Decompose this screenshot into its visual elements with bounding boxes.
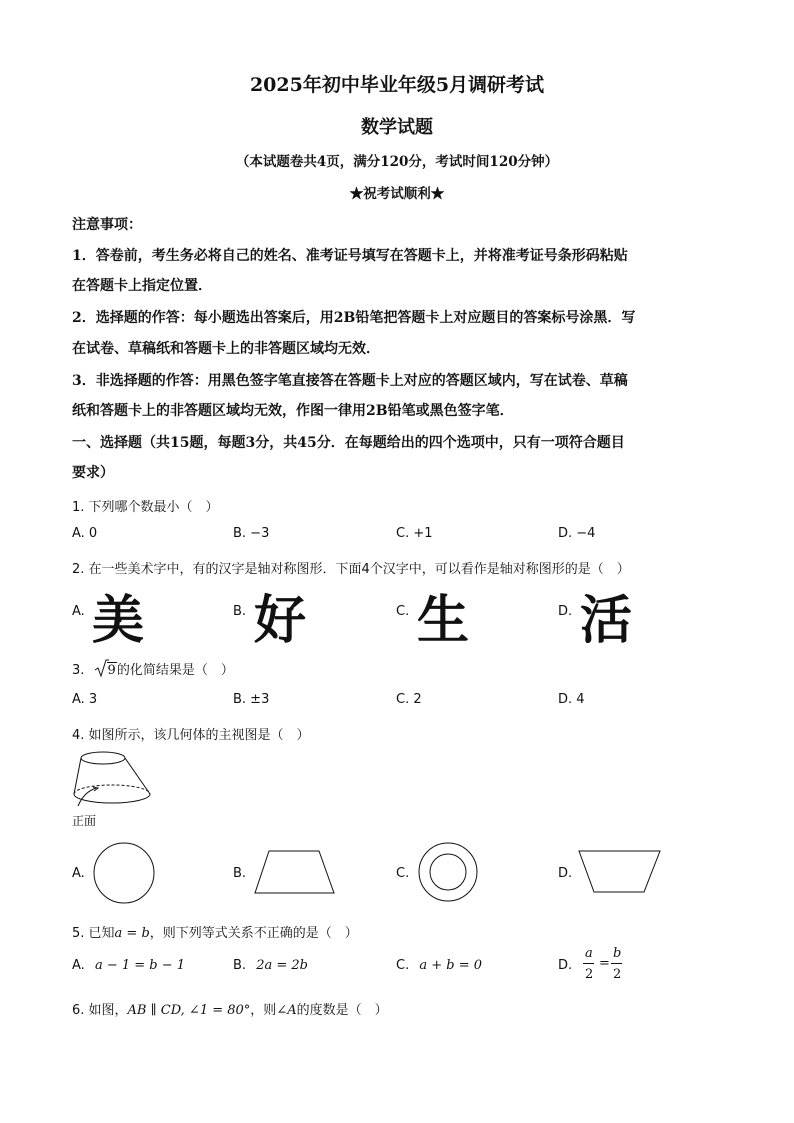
frustum-figure (72, 748, 157, 808)
q5-condition: a = b (114, 926, 150, 941)
q4-option-c-letter: C. (396, 866, 410, 881)
q5-option-c-expr: a + b = 0 (419, 958, 483, 973)
q1-option-b: B. −3 (233, 526, 270, 541)
q3-option-c: C. 2 (396, 692, 422, 707)
exam-info: （本试题卷共4页，满分120分，考试时间120分钟） (235, 154, 559, 170)
q5-stem-pre: 5. 已知 (72, 926, 115, 941)
q5-option-a-expr: a − 1 = b − 1 (94, 958, 186, 973)
q6-angle: ∠A (276, 1003, 297, 1018)
q3-option-d: D. 4 (558, 692, 585, 707)
q5-option-b (233, 958, 308, 973)
notice-line: 2．选择题的作答：每小题选出答案后，用2B铅笔把答题卡上对应题目的答案标号涂黑．写 (72, 310, 636, 326)
q5-stem-post: ，则下列等式关系不正确的是（ ） (149, 926, 358, 941)
question-2-stem: 2. 在一些美术字中，有的汉字是轴对称图形．下面4个汉字中，可以看作是轴对称图形的是（ ） (72, 562, 630, 577)
question-3-stem (72, 656, 234, 678)
q5-option-c-letter: C. (396, 958, 410, 973)
notice-line: 在答题卡上指定位置． (72, 278, 212, 294)
notice-line: 纸和答题卡上的非答题区域均无效，作图一律用2B铅笔或黑色签字笔． (72, 403, 514, 419)
q3-option-b: B. ±3 (233, 692, 270, 707)
q1-option-c: C. +1 (396, 526, 433, 541)
q2-option-a-letter: A. (72, 604, 85, 619)
q5-option-d-letter: D. (558, 958, 573, 973)
notice-heading: 注意事项： (72, 217, 142, 233)
question-4-stem: 4. 如图所示，该几何体的主视图是（ ） (72, 728, 310, 743)
q5-option-a-letter: A. (72, 958, 85, 973)
q3-tail: 的化简结果是（ ） (116, 663, 234, 678)
sqrt-expression (95, 656, 117, 678)
fraction-denominator-2: 2 (585, 967, 594, 982)
question-6-stem (72, 999, 388, 1018)
ring-option-icon (416, 840, 480, 904)
notice-line: 3．非选择题的作答：用黑色签字笔直接答在答题卡上对应的答题区域内，写在试卷、草稿 (72, 373, 628, 389)
q3-option-a: A. 3 (72, 692, 98, 707)
front-view-label: 正面 (72, 814, 97, 828)
fraction-denominator-2: 2 (613, 967, 622, 982)
q1-option-a: A. 0 (72, 526, 98, 541)
q2-option-c-char: 生 (417, 591, 470, 651)
radicand: 9 (107, 663, 116, 678)
q5-option-b-expr: 2a = 2b (256, 958, 308, 973)
q2-option-c-letter: C. (396, 604, 410, 619)
q2-option-a-char: 美 (92, 591, 145, 651)
q2-option-b-letter: B. (233, 604, 247, 619)
good-luck-line: ★祝考试顺利★ (349, 186, 445, 202)
q6-mid: ，则 (250, 1003, 277, 1018)
question-5-stem (72, 922, 358, 941)
q4-option-d-letter: D. (558, 866, 573, 881)
inverted-trapezoid-option-icon (578, 850, 662, 895)
q5-option-b-letter: B. (233, 958, 247, 973)
exam-title: 2025年初中毕业年级5月调研考试 (249, 74, 545, 96)
equals-sign: = (599, 956, 610, 971)
q6-post: 的度数是（ ） (296, 1003, 388, 1018)
q6-pre: 6. 如图， (72, 1003, 128, 1018)
q2-option-d-letter: D. (558, 604, 573, 619)
fraction-numerator-a: a (585, 946, 593, 961)
q4-option-b-letter: B. (233, 866, 247, 881)
section-heading: 一、选择题（共15题，每题3分，共45分．在每题给出的四个选项中，只有一项符合题目 (72, 435, 625, 451)
q6-condition: AB ∥ CD, ∠1 = 80° (127, 1003, 251, 1018)
question-1-stem: 1. 下列哪个数最小（ ） (72, 500, 219, 515)
notice-line: 在试卷、草稿纸和答题卡上的非答题区域均无效． (72, 341, 380, 357)
trapezoid-option-icon (254, 850, 336, 895)
q3-number: 3. (72, 663, 85, 678)
fraction-numerator-b: b (613, 946, 622, 961)
q1-option-d: D. −4 (558, 526, 596, 541)
fraction-bar (583, 963, 594, 964)
q5-option-a (72, 958, 185, 973)
section-heading-cont: 要求） (72, 465, 114, 481)
notice-line: 1．答卷前，考生务必将自己的姓名、准考证号填写在答题卡上，并将准考证号条形码粘贴 (72, 248, 628, 264)
q2-option-b-char: 好 (254, 591, 307, 651)
q5-option-c (396, 958, 482, 973)
circle-option-icon (92, 842, 156, 906)
sqrt-sign-icon (95, 660, 107, 678)
q2-option-d-char: 活 (580, 591, 633, 651)
q5-option-d-fraction (583, 946, 633, 986)
fraction-bar (611, 963, 622, 964)
q4-option-a-letter: A. (72, 866, 85, 881)
subject-title: 数学试题 (361, 117, 433, 138)
